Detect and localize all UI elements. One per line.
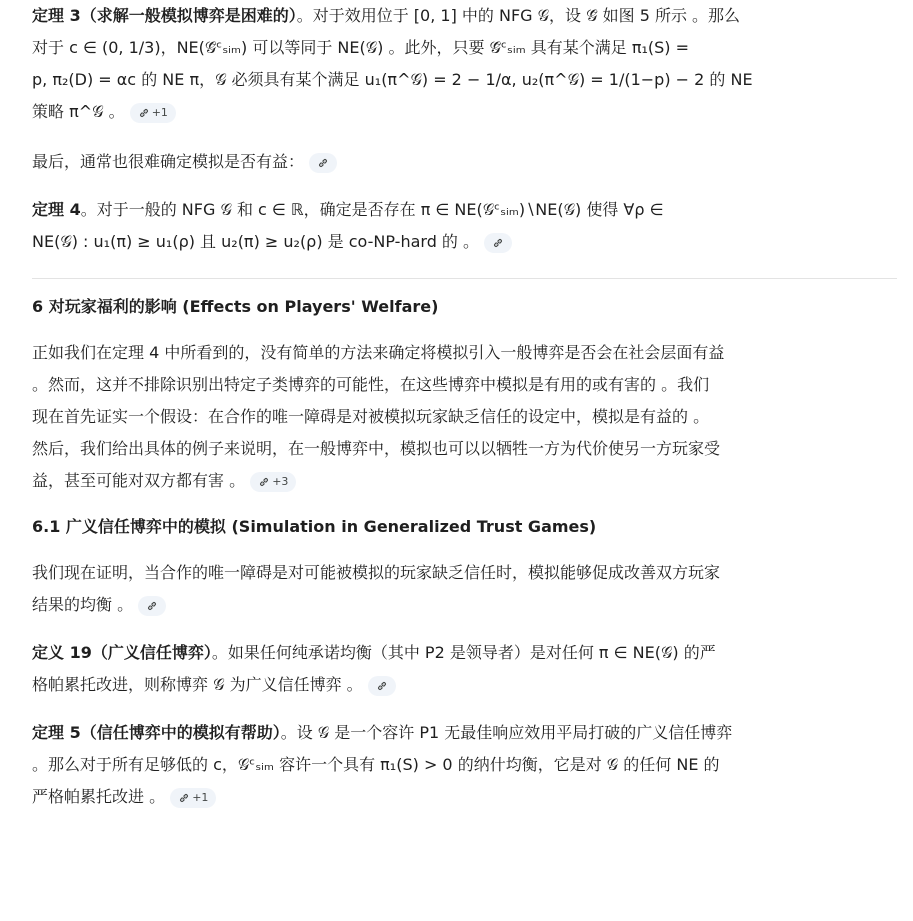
link-icon	[376, 680, 388, 692]
theorem-5-line-1: 定理 5（信任博弈中的模拟有帮助）。设 𝒢 是一个容许 P1 无最佳响应效用平局打破的广义信任博弈	[32, 723, 733, 742]
paragraph-hardness: 最后，通常也很难确定模拟是否有益：	[32, 146, 905, 178]
section-6-1-paragraph	[32, 557, 905, 621]
theorem-3	[32, 0, 905, 128]
theorem-3-line-2: 对于 c ∈ (0, 1/3)，NE(𝒢̃ᶜₛᵢₘ) 可以等同于 NE(𝒢) 。此外，只要 𝒢̃ᶜₛᵢₘ 具有某个满足 π₁(S) =	[32, 38, 690, 57]
section-6-line-4: 然后，我们给出具体的例子来说明，在一般博弈中，模拟也可以以牺牲一方为代价使另一方玩家受	[32, 439, 721, 458]
theorem-4-line-1: 定理 4。对于一般的 NFG 𝒢 和 c ∈ ℝ，确定是否存在 π ∈ NE(𝒢ᶜₛᵢₘ)∖NE(𝒢) 使得 ∀ρ ∈	[32, 200, 664, 219]
citation-chip[interactable]	[138, 596, 166, 616]
link-icon	[317, 157, 329, 169]
citation-chip[interactable]	[309, 153, 337, 173]
citation-count: +1	[192, 790, 209, 804]
citation-count: +1	[151, 105, 168, 119]
link-icon	[138, 107, 150, 119]
link-icon	[258, 476, 270, 488]
section-6-heading: 6 对玩家福利的影响 (Effects on Players' Welfare)	[32, 297, 439, 316]
link-icon	[178, 792, 190, 804]
link-icon	[492, 237, 504, 249]
section-6-line-3: 现在首先证实一个假设：在合作的唯一障碍是对被模拟玩家缺乏信任的设定中，模拟是有益的 。	[32, 407, 710, 426]
section-6-1-line-2: 结果的均衡 。	[32, 589, 905, 621]
citation-chip[interactable]	[368, 676, 396, 696]
theorem-4	[32, 194, 905, 258]
theorem-3-line-4: 策略 π^𝒢 。 +1	[32, 96, 905, 128]
citation-chip[interactable]	[170, 788, 216, 808]
theorem-4-label: 定理 4	[32, 200, 81, 219]
theorem-5	[32, 717, 905, 813]
definition-19-line-2: 格帕累托改进，则称博弈 𝒢 为广义信任博弈 。	[32, 669, 905, 701]
theorem-4-line-2: NE(𝒢) : u₁(π) ≥ u₁(ρ) 且 u₂(π) ≥ u₂(ρ) 是 co-NP-hard 的 。	[32, 226, 905, 258]
citation-chip[interactable]	[250, 472, 296, 492]
citation-count: +3	[272, 474, 289, 488]
theorem-5-label: 定理 5（信任博弈中的模拟有帮助）	[32, 723, 281, 742]
definition-19-label: 定义 19（广义信任博弈）	[32, 643, 212, 662]
theorem-3-line-3: p, π₂(D) = αc 的 NE π，𝒢 必须具有某个满足 u₁(π^𝒢) = 2 − 1/α, u₂(π^𝒢) = 1/(1−p) − 2 的 NE	[32, 70, 753, 89]
definition-19	[32, 637, 905, 701]
link-icon	[146, 600, 158, 612]
section-6-1-line-1: 我们现在证明，当合作的唯一障碍是对可能被模拟的玩家缺乏信任时，模拟能够促成改善双方玩家	[32, 563, 721, 582]
citation-chip[interactable]	[484, 233, 512, 253]
section-6-paragraph	[32, 337, 905, 497]
section-6-line-2: 。然而，这并不排除识别出特定子类博弈的可能性，在这些博弈中模拟是有用的或有害的 。我们	[32, 375, 710, 394]
citation-chip[interactable]	[130, 103, 176, 123]
theorem-5-line-2: 。那么对于所有足够低的 c，𝒢ᶜₛᵢₘ 容许一个具有 π₁(S) > 0 的纳什均衡，它是对 𝒢 的任何 NE 的	[32, 755, 720, 774]
definition-19-line-1: 定义 19（广义信任博弈）。如果任何纯承诺均衡（其中 P2 是领导者）是对任何 π ∈ NE(𝒢) 的严	[32, 643, 716, 662]
section-divider	[32, 278, 897, 279]
theorem-3-line-1: 定理 3（求解一般模拟博弈是困难的）。对于效用位于 [0, 1] 中的 NFG 𝒢，设 𝒢̃ 如图 5 所示 。那么	[32, 6, 741, 25]
section-6-1-heading: 6.1 广义信任博弈中的模拟 (Simulation in Generalized Trust Games)	[32, 517, 597, 536]
theorem-5-line-3: 严格帕累托改进 。 +1	[32, 781, 905, 813]
section-6-line-1: 正如我们在定理 4 中所看到的，没有简单的方法来确定将模拟引入一般博弈是否会在社会层面有益	[32, 343, 725, 362]
section-6-line-5: 益，甚至可能对双方都有害 。 +3	[32, 465, 905, 497]
theorem-3-label: 定理 3（求解一般模拟博弈是困难的）	[32, 6, 297, 25]
